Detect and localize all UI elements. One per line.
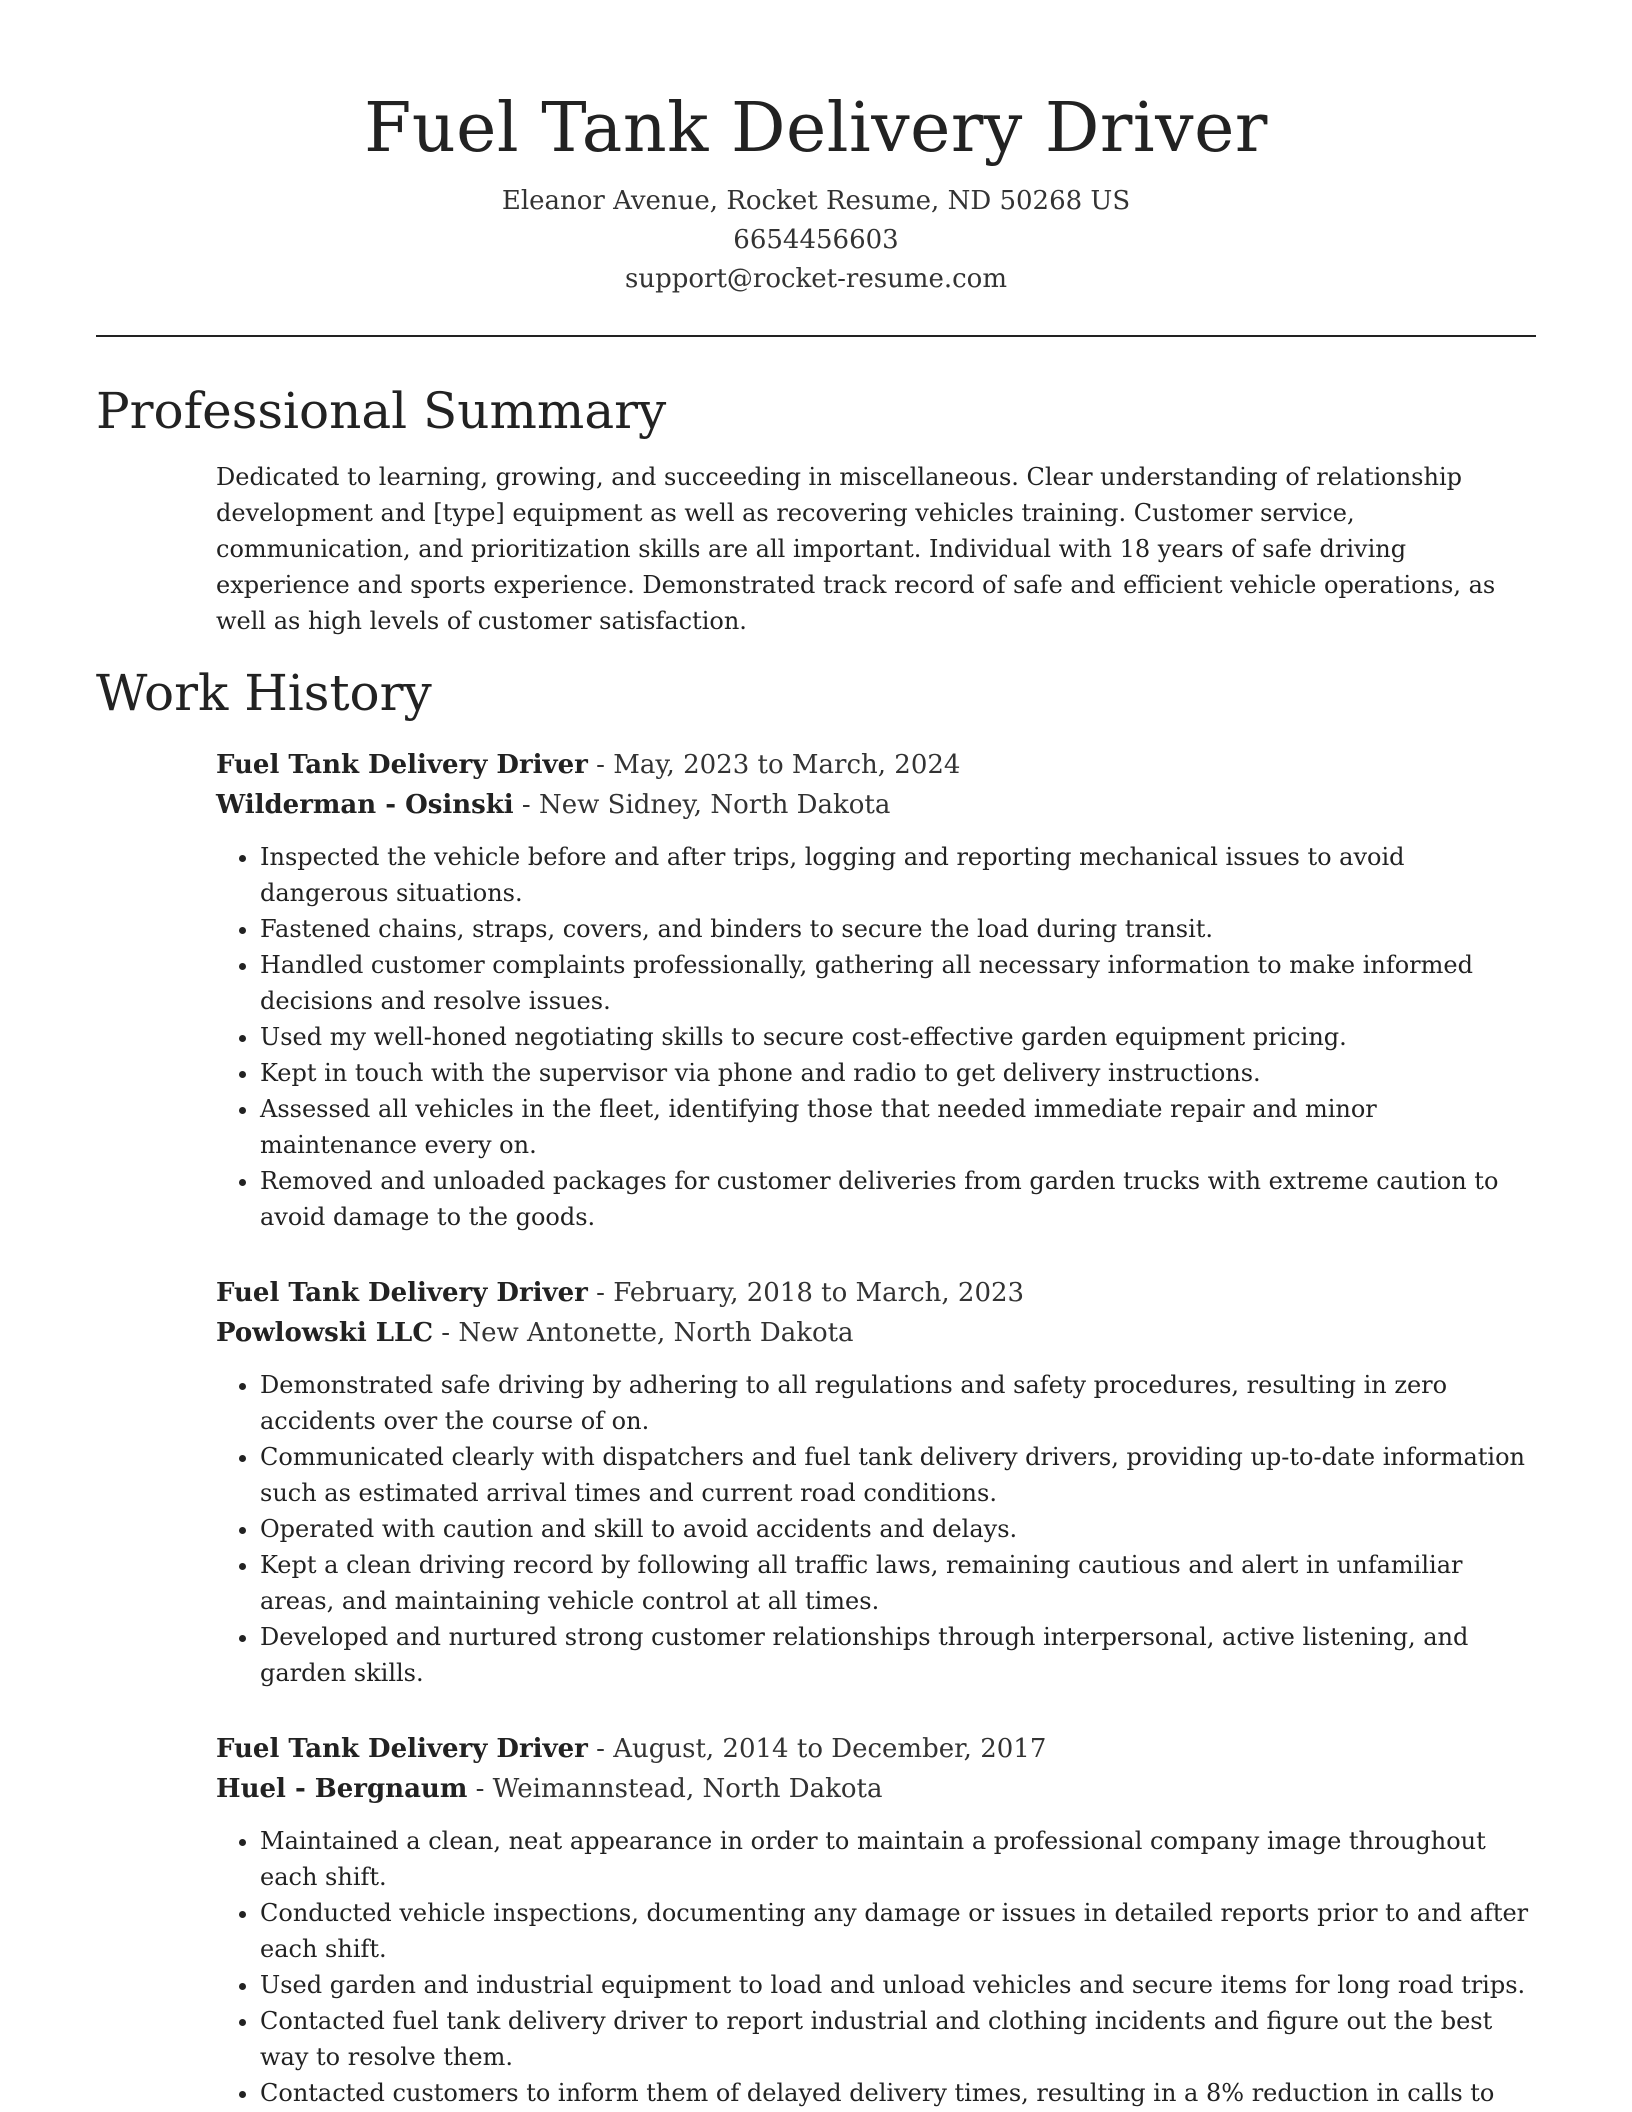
- contact-address: Eleanor Avenue, Rocket Resume, ND 50268 US: [501, 186, 1131, 216]
- job-title-line: [216, 1273, 1536, 1313]
- separator: -: [587, 1734, 614, 1764]
- list-item: • Communicated clearly with dispatchers and fuel tank delivery drivers, providing up-to-date information such as estimated arrival times and current road conditions.: [260, 1439, 1536, 1511]
- separator: -: [467, 1774, 493, 1804]
- contact-email: support@rocket-resume.com: [624, 264, 1007, 294]
- work-history-heading: Work History: [96, 664, 432, 722]
- list-item: • Used my well-honed negotiating skills to secure cost-effective garden equipment pricing.: [260, 1019, 1536, 1055]
- job-title-line: [216, 745, 1536, 785]
- list-item: • Operated with caution and skill to avoid accidents and delays.: [260, 1511, 1536, 1547]
- list-item: • Used garden and industrial equipment to load and unload vehicles and secure items for long road trips.: [260, 1967, 1536, 2003]
- list-item: • Developed and nurtured strong customer relationships through interpersonal, active listening, and garden skills.: [260, 1619, 1536, 1691]
- job-company-line: [216, 1769, 1536, 1809]
- list-item: • Inspected the vehicle before and after trips, logging and reporting mechanical issues to avoid dangerous situations.: [260, 839, 1536, 911]
- job-role: Fuel Tank Delivery Driver: [216, 1734, 588, 1764]
- resume-page: [96, 0, 1536, 2111]
- header-divider: [96, 335, 1536, 337]
- list-item: • Kept a clean driving record by following all traffic laws, remaining cautious and alert in unfamiliar areas, and maintaining vehicle control at all times.: [260, 1547, 1536, 1619]
- job-company: Wilderman - Osinski: [216, 790, 514, 820]
- job-entry: [216, 1273, 1536, 1691]
- list-item: • Removed and unloaded packages for customer deliveries from garden trucks with extreme caution to avoid damage to the goods.: [260, 1163, 1536, 1235]
- contact-phone: 6654456603: [733, 225, 899, 255]
- list-item: • Contacted customers to inform them of delayed delivery times, resulting in a 8% reduction in calls to: [260, 2075, 1536, 2111]
- summary-heading: Professional Summary: [96, 382, 667, 440]
- job-role: Fuel Tank Delivery Driver: [216, 1278, 588, 1308]
- job-entry: [216, 1729, 1536, 2111]
- job-bullets: [216, 1823, 1536, 2111]
- list-item: • Maintained a clean, neat appearance in order to maintain a professional company image throughout each shift.: [260, 1823, 1536, 1895]
- list-item: • Conducted vehicle inspections, documenting any damage or issues in detailed reports prior to and after each shift.: [260, 1895, 1536, 1967]
- list-item: • Fastened chains, straps, covers, and binders to secure the load during transit.: [260, 911, 1536, 947]
- job-company: Huel - Bergnaum: [216, 1774, 468, 1804]
- job-dates: August, 2014 to December, 2017: [613, 1734, 1047, 1764]
- job-entry: [216, 745, 1536, 1235]
- job-title-line: [216, 1729, 1536, 1769]
- list-item: • Handled customer complaints professionally, gathering all necessary information to make informed decisions and resolve issues.: [260, 947, 1536, 1019]
- summary-text: Dedicated to learning, growing, and succeeding in miscellaneous. Clear understanding of relationship development and [type] equipment as well as recovering vehicles training. Customer service, communication, and prioritization skills are all important. Individual with 18 years of safe driving experience and sports experience. Demonstrated track record of safe and efficient vehicle operations, as well as high levels of customer satisfaction.: [216, 463, 1496, 635]
- list-item: • Demonstrated safe driving by adhering to all regulations and safety procedures, resulting in zero accidents over the course of on.: [260, 1367, 1536, 1439]
- job-bullets: [216, 839, 1536, 1235]
- job-company: Powlowski LLC: [216, 1318, 434, 1348]
- list-item: • Kept in touch with the supervisor via phone and radio to get delivery instructions.: [260, 1055, 1536, 1091]
- job-location: Weimannstead, North Dakota: [492, 1774, 883, 1804]
- contact-block: [96, 182, 1536, 299]
- separator: -: [587, 1278, 614, 1308]
- job-role: Fuel Tank Delivery Driver: [216, 750, 588, 780]
- resume-name: Fuel Tank Delivery Driver: [364, 89, 1268, 168]
- separator: -: [513, 790, 539, 820]
- job-location: New Antonette, North Dakota: [458, 1318, 854, 1348]
- job-company-line: [216, 785, 1536, 825]
- job-location: New Sidney, North Dakota: [539, 790, 891, 820]
- work-history-list: [216, 745, 1536, 2111]
- job-bullets: [216, 1367, 1536, 1691]
- job-dates: February, 2018 to March, 2023: [613, 1278, 1025, 1308]
- list-item: • Assessed all vehicles in the fleet, identifying those that needed immediate repair and minor maintenance every on.: [260, 1091, 1536, 1163]
- separator: -: [433, 1318, 459, 1348]
- separator: -: [587, 750, 614, 780]
- job-company-line: [216, 1313, 1536, 1353]
- job-dates: May, 2023 to March, 2024: [613, 750, 961, 780]
- list-item: • Contacted fuel tank delivery driver to report industrial and clothing incidents and figure out the best way to resolve them.: [260, 2003, 1536, 2075]
